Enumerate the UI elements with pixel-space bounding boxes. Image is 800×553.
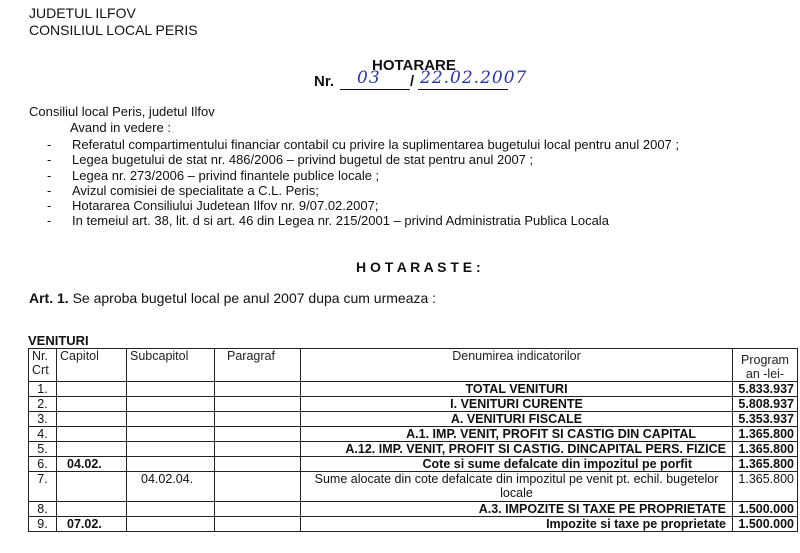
number-separator: / — [410, 73, 415, 90]
col-subcapitol: Subcapitol — [127, 349, 215, 382]
council-intro: Consiliul local Peris, judetul Ilfov — [29, 104, 215, 119]
cell-subcapitol — [127, 427, 215, 442]
cell-paragraf — [215, 472, 301, 502]
table-row — [29, 427, 798, 442]
cell-capitol: 04.02. — [57, 457, 127, 472]
col-denumire: Denumirea indicatorilor — [301, 349, 733, 382]
cell-program: 5.808.937 — [733, 397, 798, 412]
cell-subcapitol: 04.02.04. — [127, 472, 215, 502]
cell-subcapitol — [127, 412, 215, 427]
cell-program: 1.365.800 — [733, 472, 798, 502]
col-paragraf: Paragraf — [215, 349, 301, 382]
cell-paragraf — [215, 502, 301, 517]
cell-subcapitol — [127, 382, 215, 397]
list-item: - In temeiul art. 38, lit. d si art. 46 din Legea nr. 215/2001 – privind Administratia Publica Locala — [47, 213, 609, 229]
cell-nr: 6. — [29, 457, 57, 472]
cell-capitol: 07.02. — [57, 517, 127, 532]
date-underline — [418, 89, 508, 90]
list-item: - Legea nr. 273/2006 – privind finantele publice locale ; — [47, 167, 380, 183]
cell-program: 1.500.000 — [733, 517, 798, 532]
council-name: CONSILIUL LOCAL PERIS — [29, 22, 198, 38]
col-capitol: Capitol — [57, 349, 127, 382]
list-item: - Avizul comisiei de specialitate a C.L. Peris; — [47, 182, 319, 198]
cell-denumire: A. VENITURI FISCALE — [301, 412, 733, 427]
cell-subcapitol — [127, 397, 215, 412]
cell-denumire: A.1. IMP. VENIT, PROFIT SI CASTIG DIN CAPITAL — [301, 427, 733, 442]
decision-number: 03 — [357, 68, 381, 88]
decision-date: 22.02.2007 — [420, 68, 528, 88]
cell-capitol — [57, 502, 127, 517]
cell-nr: 1. — [29, 382, 57, 397]
cell-program: 5.833.937 — [733, 382, 798, 397]
number-prefix: Nr. — [314, 73, 335, 90]
cell-paragraf — [215, 442, 301, 457]
cell-nr: 2. — [29, 397, 57, 412]
cell-nr: 5. — [29, 442, 57, 457]
cell-capitol — [57, 427, 127, 442]
cell-program: 1.365.800 — [733, 457, 798, 472]
article-1 — [29, 290, 436, 306]
table-row — [29, 412, 798, 427]
cell-program: 5.353.937 — [733, 412, 798, 427]
cell-paragraf — [215, 382, 301, 397]
cell-nr: 9. — [29, 517, 57, 532]
cell-capitol — [57, 397, 127, 412]
cell-paragraf — [215, 397, 301, 412]
cell-denumire: Cote si sume defalcate din impozitul pe porfit — [301, 457, 733, 472]
county-name: JUDETUL ILFOV — [29, 5, 136, 21]
cell-nr: 4. — [29, 427, 57, 442]
col-nr-crt: Nr. Crt — [29, 349, 57, 382]
cell-denumire: Sume alocate din cote defalcate din impozitul pe venit pt. echil. bugetelor locale — [301, 472, 733, 502]
cell-paragraf — [215, 412, 301, 427]
cell-nr: 8. — [29, 502, 57, 517]
list-item: - Hotararea Consiliului Judetean Ilfov nr. 9/07.02.2007; — [47, 198, 379, 214]
cell-program: 1.500.000 — [733, 502, 798, 517]
table-row — [29, 472, 798, 502]
cell-denumire: A.12. IMP. VENIT, PROFIT SI CASTIG. DINCAPITAL PERS. FIZICE — [301, 442, 733, 457]
cell-denumire: TOTAL VENITURI — [301, 382, 733, 397]
considerente-list — [47, 137, 679, 229]
col-program: Program an -lei- — [733, 349, 798, 382]
cell-capitol — [57, 472, 127, 502]
article-1-text: Se aproba bugetul local pe anul 2007 dupa cum urmeaza : — [72, 290, 437, 306]
table-row — [29, 397, 798, 412]
cell-paragraf — [215, 457, 301, 472]
cell-nr: 3. — [29, 412, 57, 427]
cell-subcapitol — [127, 457, 215, 472]
article-1-label: Art. 1. — [29, 290, 69, 306]
cell-denumire: I. VENITURI CURENTE — [301, 397, 733, 412]
cell-subcapitol — [127, 442, 215, 457]
table-row — [29, 442, 798, 457]
cell-capitol — [57, 382, 127, 397]
venituri-table — [28, 348, 798, 532]
list-item: - Legea bugetului de stat nr. 486/2006 – privind bugetul de stat pentru anul 2007 ; — [47, 152, 534, 168]
cell-nr: 7. — [29, 472, 57, 502]
cell-program: 1.365.800 — [733, 427, 798, 442]
cell-paragraf — [215, 427, 301, 442]
table-row — [29, 517, 798, 532]
table-row — [29, 382, 798, 397]
avand-in-vedere: Avand in vedere : — [70, 120, 171, 135]
list-item: - Referatul compartimentului financiar contabil cu privire la suplimentarea bugetului local pentru anul 2007 ; — [47, 137, 680, 152]
table-row — [29, 502, 798, 517]
document-title: HOTARARE — [372, 57, 456, 74]
cell-subcapitol — [127, 517, 215, 532]
table-row — [29, 457, 798, 472]
section-title-venituri: VENITURI — [28, 333, 89, 348]
cell-program: 1.365.800 — [733, 442, 798, 457]
cell-denumire: Impozite si taxe pe proprietate — [301, 517, 733, 532]
cell-capitol — [57, 412, 127, 427]
cell-subcapitol — [127, 502, 215, 517]
number-underline — [340, 89, 410, 90]
cell-paragraf — [215, 517, 301, 532]
hotaraste-heading: H O T A R A S T E : — [356, 259, 481, 275]
cell-denumire: A.3. IMPOZITE SI TAXE PE PROPRIETATE — [301, 502, 733, 517]
cell-capitol — [57, 442, 127, 457]
